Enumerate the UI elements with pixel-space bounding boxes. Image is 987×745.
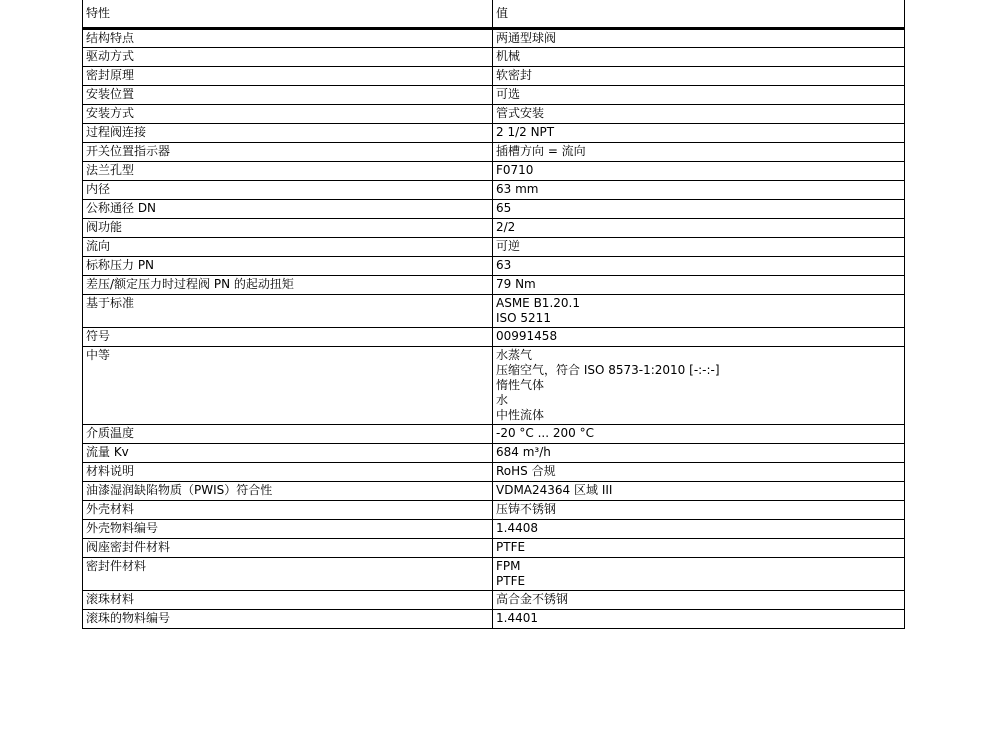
value-line: 惰性气体 <box>496 377 545 392</box>
table-row <box>83 557 905 590</box>
value-cell <box>493 180 905 199</box>
value-line: -20 °C ... 200 °C <box>496 425 594 440</box>
property-cell: 安装方式 <box>83 104 493 123</box>
property-cell: 中等 <box>83 346 493 424</box>
value-line: 63 <box>496 257 512 272</box>
property-cell: 驱动方式 <box>83 47 493 66</box>
value-line: 软密封 <box>496 67 533 82</box>
value-line: ASME B1.20.1 <box>496 295 580 310</box>
table-row <box>83 104 905 123</box>
value-cell <box>493 28 905 47</box>
value-line: 1.4401 <box>496 610 538 625</box>
property-cell: 外壳材料 <box>83 500 493 519</box>
value-cell <box>493 66 905 85</box>
value-line: 65 <box>496 200 512 215</box>
property-cell: 油漆湿润缺陷物质（PWIS）符合性 <box>83 481 493 500</box>
value-line: 2 1/2 NPT <box>496 124 555 139</box>
value-line: 管式安装 <box>496 105 545 120</box>
property-cell: 介质温度 <box>83 424 493 443</box>
value-cell <box>493 609 905 628</box>
table-row <box>83 28 905 47</box>
value-line: 63 mm <box>496 181 539 196</box>
property-cell: 流量 Kv <box>83 443 493 462</box>
property-cell: 阀功能 <box>83 218 493 237</box>
property-cell: 公称通径 DN <box>83 199 493 218</box>
value-line: 可选 <box>496 86 521 101</box>
table-row <box>83 481 905 500</box>
value-line: PTFE <box>496 539 526 554</box>
table-row <box>83 47 905 66</box>
spec-table-body <box>83 0 905 628</box>
table-row <box>83 500 905 519</box>
property-cell: 密封原理 <box>83 66 493 85</box>
table-row <box>83 538 905 557</box>
value-cell <box>493 424 905 443</box>
property-cell: 安装位置 <box>83 85 493 104</box>
value-cell <box>493 104 905 123</box>
property-cell: 开关位置指示器 <box>83 142 493 161</box>
property-cell: 外壳物料编号 <box>83 519 493 538</box>
value-line: 压缩空气，符合 ISO 8573-1:2010 [-:-:-] <box>496 362 720 377</box>
value-cell <box>493 275 905 294</box>
header-property: 特性 <box>83 0 493 28</box>
table-row <box>83 275 905 294</box>
table-row <box>83 462 905 481</box>
property-cell: 滚珠材料 <box>83 590 493 609</box>
property-cell: 密封件材料 <box>83 557 493 590</box>
value-cell <box>493 538 905 557</box>
value-line: F0710 <box>496 162 534 177</box>
property-cell: 基于标准 <box>83 294 493 327</box>
value-line: 机械 <box>496 48 521 63</box>
table-row <box>83 590 905 609</box>
table-row <box>83 199 905 218</box>
value-line: ISO 5211 <box>496 310 551 325</box>
value-line: 压铸不锈钢 <box>496 501 557 516</box>
table-row <box>83 85 905 104</box>
spec-table <box>82 0 905 629</box>
value-line: 1.4408 <box>496 520 538 535</box>
table-row <box>83 256 905 275</box>
value-cell <box>493 557 905 590</box>
value-cell <box>493 142 905 161</box>
table-row <box>83 609 905 628</box>
value-cell <box>493 462 905 481</box>
value-cell <box>493 346 905 424</box>
value-cell <box>493 590 905 609</box>
value-line: FPM <box>496 558 521 573</box>
property-cell: 滚珠的物料编号 <box>83 609 493 628</box>
value-line: 00991458 <box>496 328 558 343</box>
property-cell: 符号 <box>83 327 493 346</box>
table-row <box>83 142 905 161</box>
property-cell: 流向 <box>83 237 493 256</box>
value-line: 2/2 <box>496 219 516 234</box>
value-line: 水蒸气 <box>496 347 533 362</box>
property-cell: 过程阀连接 <box>83 123 493 142</box>
table-row <box>83 327 905 346</box>
table-row <box>83 424 905 443</box>
property-cell: 阀座密封件材料 <box>83 538 493 557</box>
value-cell <box>493 237 905 256</box>
value-cell <box>493 294 905 327</box>
value-cell <box>493 327 905 346</box>
table-row <box>83 161 905 180</box>
value-cell <box>493 256 905 275</box>
table-row <box>83 346 905 424</box>
property-cell: 结构特点 <box>83 28 493 47</box>
table-row <box>83 66 905 85</box>
value-line: 高合金不锈钢 <box>496 591 569 606</box>
value-line: 79 Nm <box>496 276 536 291</box>
value-line: 可逆 <box>496 238 521 253</box>
property-cell: 内径 <box>83 180 493 199</box>
table-row <box>83 123 905 142</box>
table-row <box>83 218 905 237</box>
value-line: PTFE <box>496 573 526 588</box>
property-cell: 标称压力 PN <box>83 256 493 275</box>
property-cell: 法兰孔型 <box>83 161 493 180</box>
value-cell <box>493 123 905 142</box>
table-row <box>83 294 905 327</box>
value-cell <box>493 443 905 462</box>
value-cell <box>493 519 905 538</box>
property-cell: 材料说明 <box>83 462 493 481</box>
value-line: 水 <box>496 392 509 407</box>
table-header-row <box>83 0 905 28</box>
value-cell <box>493 500 905 519</box>
header-value: 值 <box>493 0 905 28</box>
table-row <box>83 443 905 462</box>
value-line: 两通型球阀 <box>496 30 557 45</box>
value-cell <box>493 47 905 66</box>
value-line: 插槽方向 = 流向 <box>496 143 586 158</box>
value-line: 684 m³/h <box>496 444 551 459</box>
value-cell <box>493 218 905 237</box>
value-line: RoHS 合规 <box>496 463 556 478</box>
value-cell <box>493 199 905 218</box>
value-cell <box>493 481 905 500</box>
value-cell <box>493 161 905 180</box>
value-line: VDMA24364 区域 III <box>496 482 613 497</box>
value-cell <box>493 85 905 104</box>
property-cell: 差压/额定压力时过程阀 PN 的起动扭矩 <box>83 275 493 294</box>
table-row <box>83 180 905 199</box>
value-line: 中性流体 <box>496 407 545 422</box>
table-row <box>83 519 905 538</box>
table-row <box>83 237 905 256</box>
